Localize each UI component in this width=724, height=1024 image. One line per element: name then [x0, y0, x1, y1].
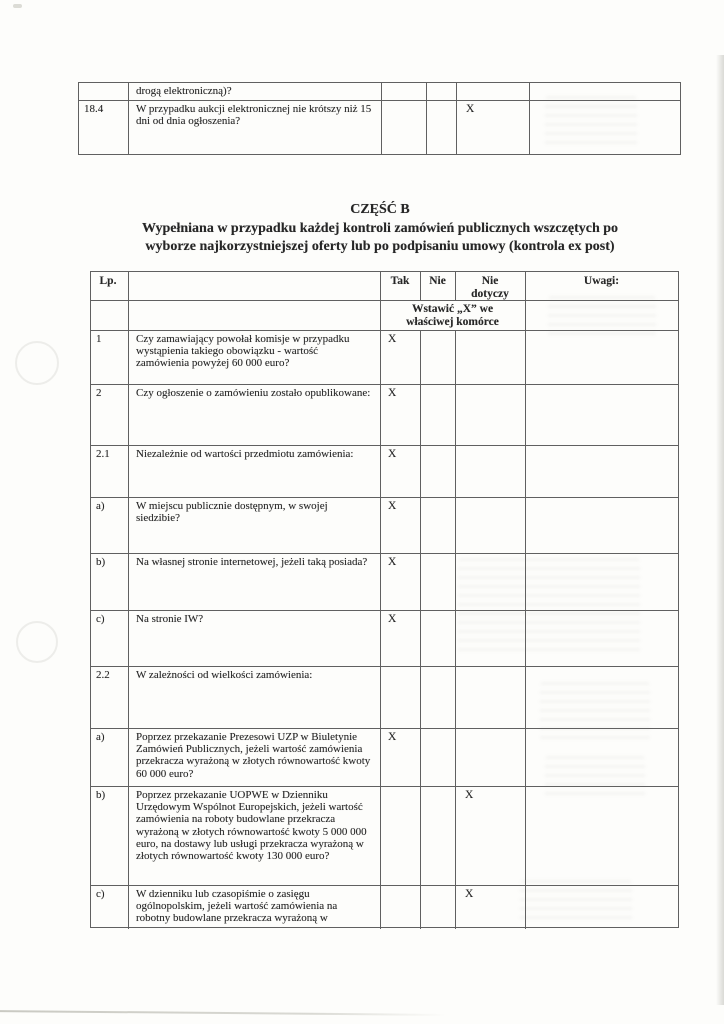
header-tak: Tak — [381, 272, 421, 300]
tak-cell — [381, 667, 421, 728]
nie-cell — [427, 101, 457, 154]
nie-dotyczy-cell — [456, 385, 526, 445]
nie-dotyczy-cell: X — [456, 886, 526, 929]
scan-speck-artifact — [13, 4, 22, 8]
tak-cell — [381, 787, 421, 885]
row-number-cell: 2.2 — [91, 667, 129, 728]
header-uwagi: Uwagi: — [583, 275, 620, 287]
tak-cell — [381, 886, 421, 929]
row-number-cell: 2.1 — [91, 446, 129, 497]
tak-cell: X — [381, 498, 421, 553]
uwagi-cell — [526, 787, 678, 885]
question-cell: drogą elektroniczną)? — [129, 83, 382, 100]
nie-cell — [427, 83, 457, 100]
row-number-cell: 2 — [91, 385, 129, 445]
nie-cell — [421, 498, 456, 553]
bleed-through-artifact — [545, 96, 637, 150]
section-header — [36, 201, 724, 257]
header-lp: Lp. — [91, 272, 129, 300]
row-number-cell: b) — [91, 787, 129, 885]
bleed-through-artifact — [520, 880, 632, 924]
row-number-cell: c) — [91, 611, 129, 666]
bleed-through-artifact — [548, 296, 656, 336]
page-bottom-edge — [0, 1010, 446, 1016]
nie-cell — [421, 331, 456, 384]
nie-cell — [421, 611, 456, 666]
table-row — [91, 331, 678, 385]
nie-dotyczy-cell — [456, 498, 526, 553]
nie-cell — [421, 667, 456, 728]
tak-cell — [382, 101, 427, 154]
row-number-cell: 18.4 — [79, 101, 129, 154]
nie-cell — [421, 554, 456, 610]
table-row — [91, 446, 678, 498]
nie-cell — [421, 385, 456, 445]
page-edge-shadow — [716, 55, 724, 1005]
header-nie-dotyczy: Nie dotyczy — [456, 272, 526, 300]
uwagi-cell — [526, 498, 678, 553]
bleed-through-artifact — [458, 558, 640, 654]
nie-dotyczy-cell — [456, 667, 526, 728]
row-number-cell: 1 — [91, 331, 129, 384]
uwagi-cell — [526, 446, 678, 497]
table-row — [91, 498, 678, 554]
nie-dotyczy-cell: X — [456, 787, 526, 885]
nie-dotyczy-cell — [456, 729, 526, 786]
question-cell: Poprzez przekazanie Prezesowi UZP w Biuletynie Zamówień Publicznych, jeżeli wartość zamówienia przekracza wyrażoną w złotych równowartość kwoty 60 000 euro? — [129, 729, 381, 786]
uwagi-cell — [526, 385, 678, 445]
question-cell: Na własnej stronie internetowej, jeżeli taką posiada? — [129, 554, 381, 610]
table-row — [91, 787, 678, 886]
instruction-question-cell — [129, 301, 381, 330]
question-cell: Na stronie IW? — [129, 611, 381, 666]
header-question — [129, 272, 381, 300]
tak-cell — [382, 83, 427, 100]
question-cell: Poprzez przekazanie UOPWE w Dzienniku Urzędowym Wspólnot Europejskich, jeżeli wartość zamówienia na roboty budowlane przekracza wyrażoną w złotych równowartość kwoty 5 000 000 euro, na dostawy lub usługi przekracza wyrażoną w złotych równowartość kwoty 130 000 euro? — [129, 787, 381, 885]
tak-cell: X — [381, 331, 421, 384]
question-cell: Czy zamawiający powołał komisje w przypadku wystąpienia takiego obowiązku - wartość zamówienia powyżej 60 000 euro? — [129, 331, 381, 384]
section-title: CZĘŚĆ B — [350, 202, 410, 217]
tak-cell: X — [381, 611, 421, 666]
row-number-cell: b) — [91, 554, 129, 610]
bleed-through-artifact — [540, 682, 650, 740]
question-cell: W zależności od wielkości zamówienia: — [129, 667, 381, 728]
question-cell: Czy ogłoszenie o zamówieniu zostało opublikowane: — [129, 385, 381, 445]
question-cell: W miejscu publicznie dostępnym, w swojej siedzibie? — [129, 498, 381, 553]
nie-cell — [421, 446, 456, 497]
row-number-cell — [79, 83, 129, 100]
table-row — [91, 385, 678, 446]
tak-cell: X — [381, 385, 421, 445]
question-cell: W dzienniku lub czasopiśmie o zasięgu ogólnopolskim, jeżeli wartość zamówienia na robotny budowlane przekracza wyrażoną w — [129, 886, 381, 929]
hole-punch-artifact — [15, 341, 59, 385]
hole-punch-artifact — [16, 621, 58, 663]
nie-cell — [421, 787, 456, 885]
nie-dotyczy-cell: X — [457, 101, 530, 154]
instruction-cell: Wstawić „X” we właściwej komórce — [381, 301, 526, 330]
row-number-cell: a) — [91, 498, 129, 553]
row-number-cell: c) — [91, 886, 129, 929]
nie-dotyczy-cell — [457, 83, 530, 100]
uwagi-cell — [526, 331, 678, 384]
row-number-cell: a) — [91, 729, 129, 786]
nie-cell — [421, 729, 456, 786]
tak-cell: X — [381, 446, 421, 497]
nie-cell — [421, 886, 456, 929]
section-subtitle-line1: Wypełniana w przypadku każdej kontroli zamówień publicznych wszczętych po — [141, 220, 619, 236]
nie-dotyczy-cell — [456, 331, 526, 384]
tak-cell: X — [381, 729, 421, 786]
instruction-lp-cell — [91, 301, 129, 330]
bleed-through-artifact — [545, 756, 645, 800]
section-subtitle-line2: wyborze najkorzystniejszej oferty lub po podpisaniu umowy (kontrola ex post) — [145, 239, 615, 254]
question-cell: Niezależnie od wartości przedmiotu zamówienia: — [129, 446, 381, 497]
header-nie: Nie — [421, 272, 456, 300]
question-cell: W przypadku aukcji elektronicznej nie krótszy niż 15 dni od dnia ogłoszenia? — [129, 101, 382, 154]
nie-dotyczy-cell — [456, 446, 526, 497]
tak-cell: X — [381, 554, 421, 610]
